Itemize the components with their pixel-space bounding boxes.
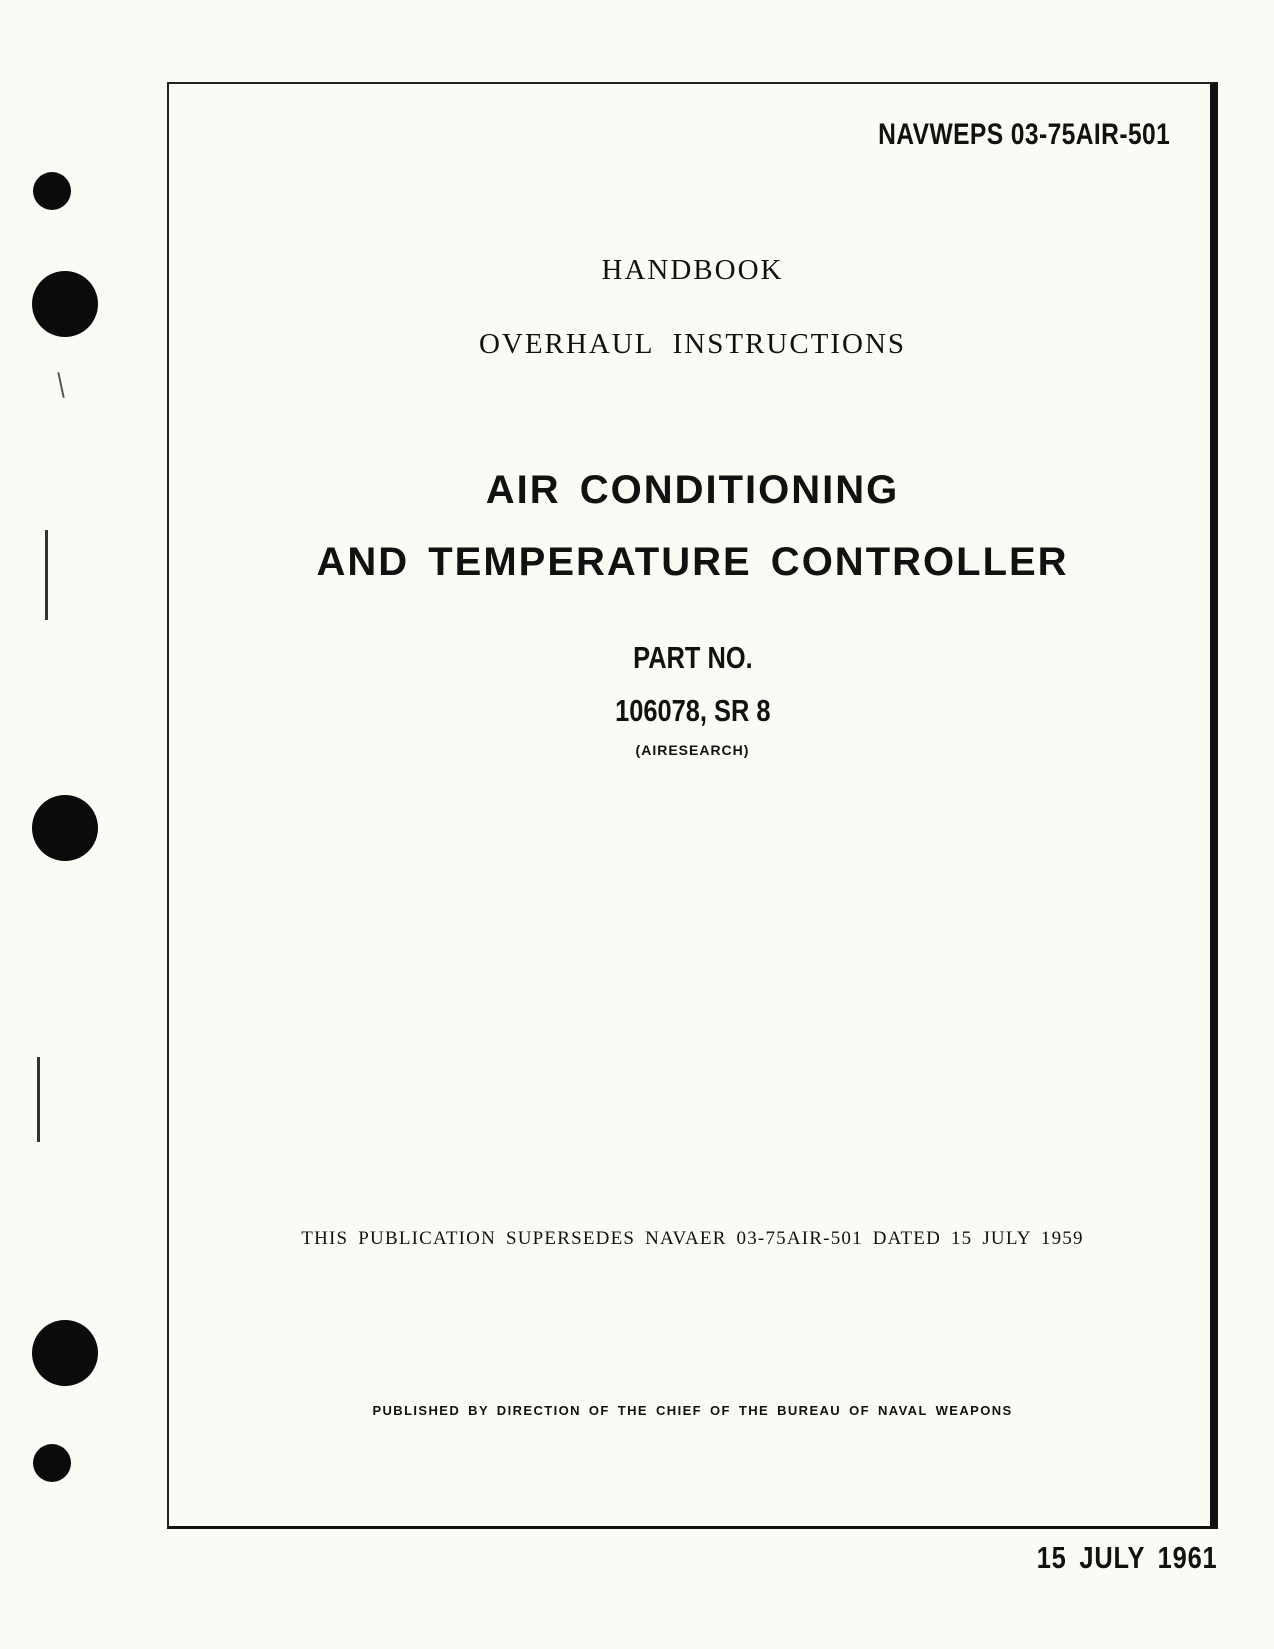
document-number: NAVWEPS 03-75AIR-501 (877, 118, 1170, 151)
title-line-2: AND TEMPERATURE CONTROLLER (316, 540, 1069, 584)
publication-authority: PUBLISHED BY DIRECTION OF THE CHIEF OF THE BUREAU OF NAVAL WEAPONS (372, 1403, 1013, 1418)
binder-hole-3 (32, 795, 98, 861)
scan-mark (57, 372, 64, 398)
binder-hole-4 (32, 1320, 98, 1386)
scan-mark (37, 1057, 40, 1142)
binder-hole-1 (33, 172, 71, 210)
binder-hole-2 (32, 271, 98, 337)
supersedes-notice: THIS PUBLICATION SUPERSEDES NAVAER 03-75AIR-501 DATED 15 JULY 1959 (301, 1228, 1084, 1249)
handbook-heading: HANDBOOK (601, 254, 784, 286)
page-border (167, 82, 1218, 1529)
part-number-label-wrap (167, 640, 1218, 676)
binder-hole-5 (33, 1444, 71, 1482)
part-number-label: PART NO. (632, 640, 753, 675)
publication-date: 15 JULY 1961 (1037, 1540, 1218, 1575)
part-number: 106078, SR 8 (614, 693, 771, 728)
manufacturer: (AIRESEARCH) (635, 742, 750, 758)
part-number-wrap (167, 693, 1218, 729)
title-line-1: AIR CONDITIONING (485, 468, 900, 512)
scan-mark (45, 530, 48, 620)
overhaul-subtitle: OVERHAUL INSTRUCTIONS (478, 328, 907, 360)
